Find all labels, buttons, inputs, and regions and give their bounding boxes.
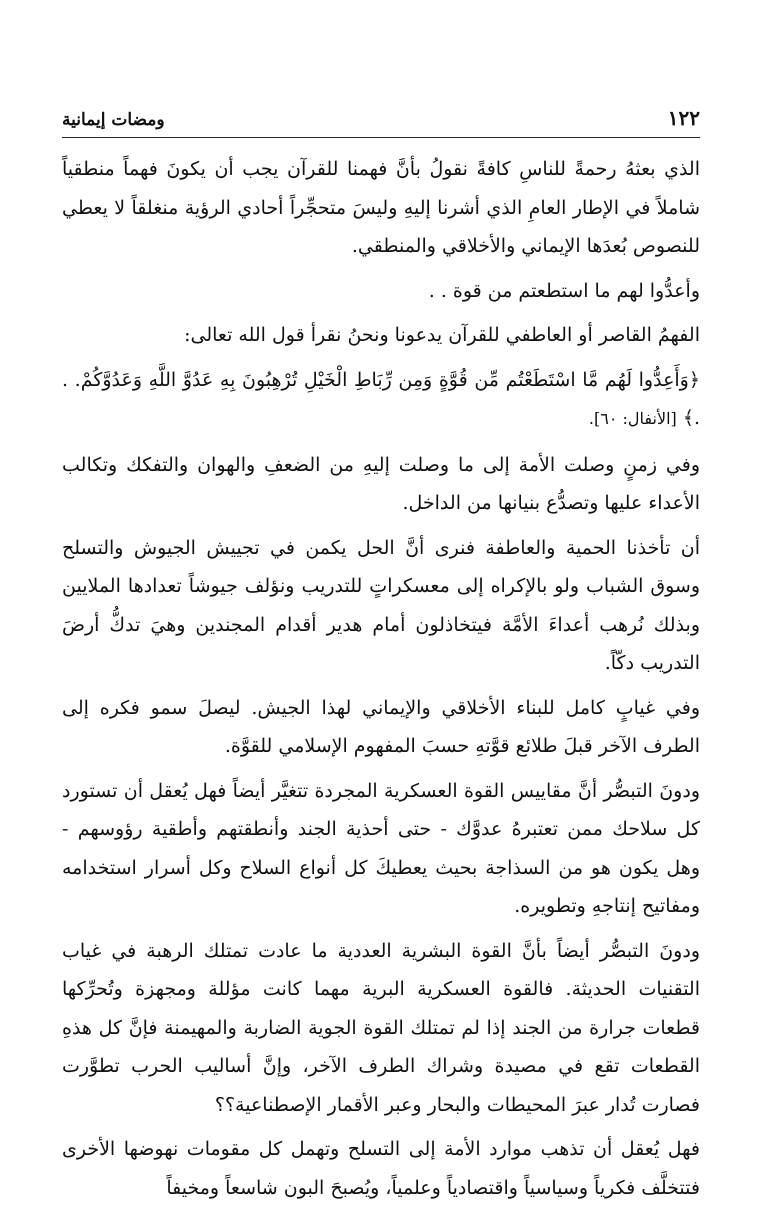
running-title: ومضات إيمانية xyxy=(62,110,165,130)
page-header xyxy=(62,96,700,130)
paragraph: الفهمُ القاصر أو العاطفي للقرآن يدعونا ونحنُ نقرأ قول الله تعالى: xyxy=(184,324,700,346)
paragraph: وفي غيابٍ كامل للبناء الأخلاقي والإيماني لهذا الجيش. ليصلَ سمو فكره إلى الطرف الآخر قبلَ طلائع قوَّتهِ حسبَ المفهوم الإسلامي للقوَّة. xyxy=(62,696,700,757)
page-number: ١٢٢ xyxy=(667,106,700,130)
header-divider xyxy=(62,137,700,138)
paragraph: الذي بعثهُ رحمةً للناسِ كافةً نقولُ بأنَّ فهمنا للقرآن يجب أن يكونَ فهماً منطقياً شاملاً في الإطار العامِ الذي أشرنا إليهِ وليسَ متحجِّراً أحادي الرؤية منغلقاً لا يعطي للنصوص بُعدَها الإيماني والأخلاقي والمنطقي. xyxy=(62,158,700,257)
paragraph: أن تأخذنا الحمية والعاطفة فنرى أنَّ الحل يكمن في تجييش الجيوش والتسلح وسوق الشباب ولو بالإكراه إلى معسكراتٍ للتدريب ونؤلف جيوشاً تعدادها الملايين وبذلك نُرهب أعداءَ الأمَّة فيتخاذلون أمام هدير أقدام المجندين وهيَ تدكُّ أرضَ التدريب دكّاً. xyxy=(62,536,700,674)
paragraph-heading-quote: وأعدُّوا لهم ما استطعتم من قوة . . xyxy=(428,279,700,302)
verse-reference: [الأنفال: ٦٠]. xyxy=(588,408,677,428)
paragraph: ودونَ التبصُّر أيضاً بأنَّ القوة البشرية العددية ما عادت تمتلك الرهبة في غياب التقنيات الحديثة. فالقوة العسكرية البرية مهما كانت مؤللة ومجهزة وتُحرِّكها قطعات جرارة من الجند إذا لم تمتلك القوة الجوية الضاربة والمهيمنة فإنَّ كل هذهِ القطعات تقع في مصيدة وشراك الطرف الآخر، وإنَّ أساليب الحرب تطوَّرت فصارت تُدار عبرَ المحيطات والبحار وعبر الأقمار الإصطناعية؟؟ xyxy=(62,939,700,1116)
paragraph: ودونَ التبصُّر أنَّ مقاييس القوة العسكرية المجردة تتغيَّر أيضاً فهل يُعقل أن تستورد كل سلاحك ممن تعتبرهُ عدوَّك - حتى أحذية الجند وأنطقتهم وأطقية رؤوسهم - وهل يكون هو من السذاجة بحيث يعطيكَ كل أنواع السلاح وكل أسرار استخدامه ومفاتيح إنتاجهِ وتطويره. xyxy=(62,779,700,917)
quran-verse xyxy=(62,361,700,438)
verse-text: ﴿وَأَعِدُّوا لَهُم مَّا اسْتَطَعْتُم مِّن قُوَّةٍ وَمِن رِّبَاطِ الْخَيْلِ تُرْهِبُونَ بِهِ عَدُوَّ اللَّهِ وَعَدُوَّكُمْ. . .﴾ xyxy=(62,368,700,429)
paragraph: وفي زمنٍ وصلت الأمة إلى ما وصلت إليهِ من الضعفِ والهوان والتفكك وتكالب الأعداء عليها وتصدُّع بنيانها من الداخل. xyxy=(62,453,700,514)
page-body xyxy=(62,150,700,1213)
paragraph: فهل يُعقل أن تذهب موارد الأمة إلى التسلح وتهمل كل مقومات نهوضها الأخرى فتتخلَّف فكرياً وسياسياً واقتصادياً وعلمياً، ويُصبحَ البون شاسعاً ومخيفاً xyxy=(62,1138,700,1199)
